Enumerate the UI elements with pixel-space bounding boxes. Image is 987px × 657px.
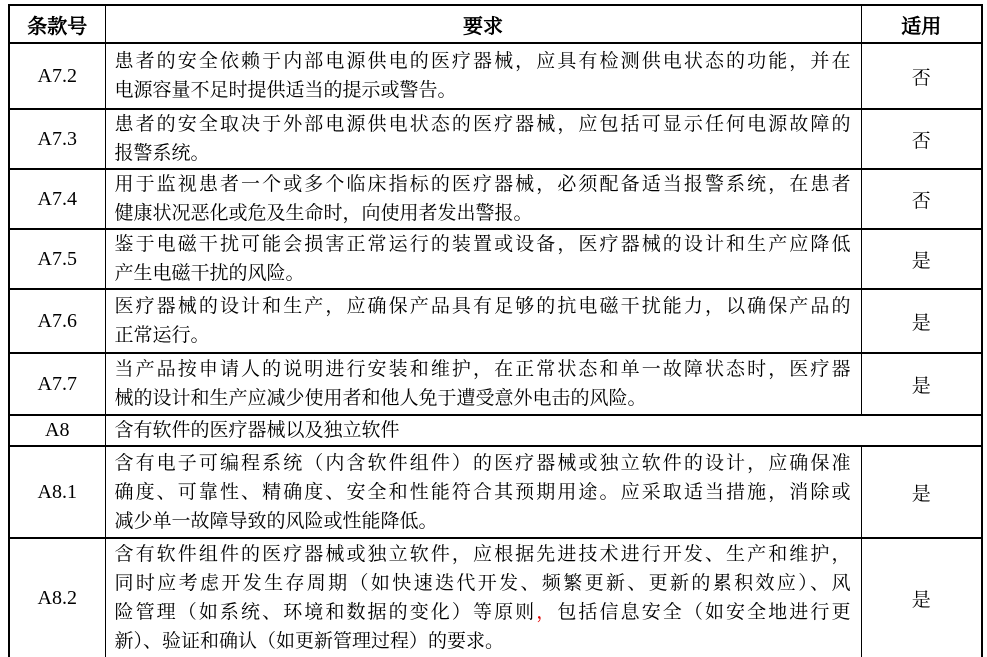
clause-cell: A7.3 [9, 109, 105, 169]
clause-cell: A8 [9, 415, 105, 446]
header-applicable: 适用 [861, 5, 982, 43]
header-requirement: 要求 [105, 5, 861, 43]
requirements-table [8, 4, 983, 657]
applicable-cell: 是 [861, 289, 982, 353]
applicable-cell: 是 [861, 353, 982, 415]
table-row-a7-5 [9, 229, 982, 289]
requirement-cell: 当产品按申请人的说明进行安装和维护，在正常状态和单一故障状态时，医疗器 械的设计和生产应减少使用者和他人免于遭受意外电击的风险。 [105, 353, 861, 415]
applicable-cell: 是 [861, 446, 982, 538]
requirement-cell: 医疗器械的设计和生产，应确保产品具有足够的抗电磁干扰能力，以确保产品的 正常运行。 [105, 289, 861, 353]
clause-cell: A8.2 [9, 538, 105, 657]
requirement-cell: 鉴于电磁干扰可能会损害正常运行的装置或设备，医疗器械的设计和生产应降低 产生电磁干扰的风险。 [105, 229, 861, 289]
applicable-cell: 否 [861, 43, 982, 109]
requirement-cell: 含有软件组件的医疗器械或独立软件，应根据先进技术进行开发、生产和维护， 同时应考虑开发生存周期（如快速迭代开发、频繁更新、更新的累积效应）、风 险管理（如系统、环境和数据的变化）等原则，包括信息安全（如安全地进行更 新）、验证和确认（如更新管理过程）的要求。 [105, 538, 861, 657]
clause-cell: A7.4 [9, 169, 105, 229]
requirement-cell: 用于监视患者一个或多个临床指标的医疗器械，必须配备适当报警系统，在患者 健康状况恶化或危及生命时，向使用者发出警报。 [105, 169, 861, 229]
applicable-cell: 否 [861, 169, 982, 229]
table-row-a7-4 [9, 169, 982, 229]
requirement-cell: 含有电子可编程系统（内含软件组件）的医疗器械或独立软件的设计，应确保准 确度、可靠性、精确度、安全和性能符合其预期用途。应采取适当措施，消除或 减少单一故障导致的风险或性能降低。 [105, 446, 861, 538]
clause-cell: A7.7 [9, 353, 105, 415]
clause-cell: A8.1 [9, 446, 105, 538]
clause-cell: A7.2 [9, 43, 105, 109]
table-row-a7-6 [9, 289, 982, 353]
table-row-a8 [9, 415, 982, 446]
table-row-a7-2 [9, 43, 982, 109]
table-row-a8-1 [9, 446, 982, 538]
applicable-cell: 是 [861, 229, 982, 289]
requirement-cell: 患者的安全依赖于内部电源供电的医疗器械，应具有检测供电状态的功能，并在 电源容量不足时提供适当的提示或警告。 [105, 43, 861, 109]
requirement-cell: 含有软件的医疗器械以及独立软件 [105, 415, 982, 446]
table-row-a7-7 [9, 353, 982, 415]
requirement-cell: 患者的安全取决于外部电源供电状态的医疗器械，应包括可显示任何电源故障的 报警系统。 [105, 109, 861, 169]
applicable-cell: 是 [861, 538, 982, 657]
applicable-cell: 否 [861, 109, 982, 169]
header-clause: 条款号 [9, 5, 105, 43]
table-row-a7-3 [9, 109, 982, 169]
clause-cell: A7.5 [9, 229, 105, 289]
table-row-a8-2 [9, 538, 982, 657]
header-row [9, 5, 982, 43]
clause-cell: A7.6 [9, 289, 105, 353]
